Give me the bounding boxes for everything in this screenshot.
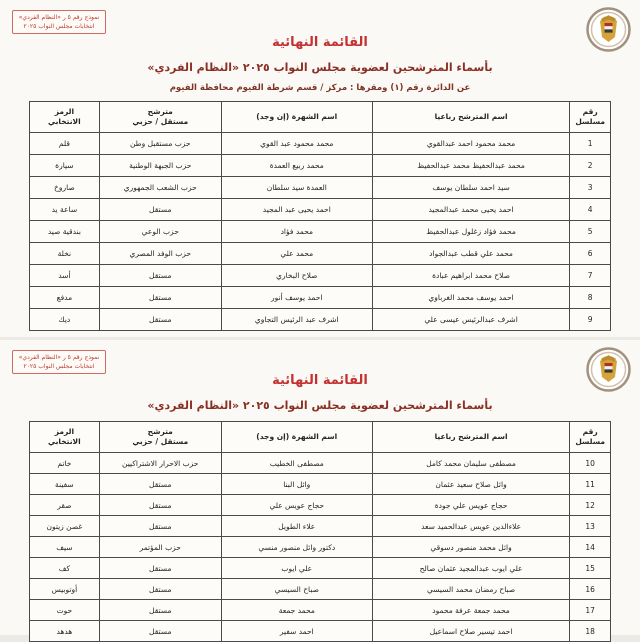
party-status-cell: مستقل	[99, 309, 221, 331]
electoral-symbol-cell: خاتم	[30, 453, 100, 474]
candidate-row	[30, 621, 611, 642]
party-status-cell: مستقل	[99, 558, 221, 579]
candidate-row	[30, 287, 611, 309]
col-header-party-status: مترشح مستقل / حزبي	[99, 422, 221, 453]
electoral-symbol-cell: صقر	[30, 495, 100, 516]
col-header-electoral-symbol: الرمز الانتخابي	[30, 422, 100, 453]
candidate-name-cell: محمد جمعة عرفة محمود	[372, 600, 570, 621]
party-status-cell: مستقل	[99, 495, 221, 516]
col-header-electoral-symbol: الرمز الانتخابي	[30, 102, 100, 133]
electoral-symbol-cell: هدهد	[30, 621, 100, 642]
serial-cell: 3	[570, 177, 611, 199]
known-as-cell: حجاج عويس علي	[221, 495, 372, 516]
party-status-cell: حزب الجبهة الوطنية	[99, 155, 221, 177]
serial-cell: 18	[570, 621, 611, 642]
known-as-cell: محمد محمود عبد القوي	[221, 133, 372, 155]
candidate-name-cell: محمد علي قطب عبدالجواد	[372, 243, 570, 265]
candidate-name-cell: محمد فؤاد زغلول عبدالحفيظ	[372, 221, 570, 243]
electoral-symbol-cell: ديك	[30, 309, 100, 331]
known-as-cell: احمد يوسف أنور	[221, 287, 372, 309]
party-status-cell: حزب الاحرار الاشتراكيين	[99, 453, 221, 474]
page-title: القائمة النهائية	[272, 35, 368, 50]
serial-cell: 1	[570, 133, 611, 155]
known-as-cell: صلاح البخاري	[221, 265, 372, 287]
serial-cell: 2	[570, 155, 611, 177]
party-status-cell: مستقل	[99, 199, 221, 221]
document-page-2	[0, 340, 640, 635]
election-authority-eagle-emblem-icon	[586, 347, 631, 392]
candidate-row	[30, 579, 611, 600]
candidate-name-cell: علاءالدين عويس عبدالحميد سعد	[372, 516, 570, 537]
party-status-cell: حزب الوفد المصري	[99, 243, 221, 265]
col-header-candidate-name: اسم المترشح رباعيا	[372, 422, 570, 453]
known-as-cell: محمد ربيع العمدة	[221, 155, 372, 177]
serial-cell: 7	[570, 265, 611, 287]
serial-cell: 10	[570, 453, 611, 474]
stamp-line-2: انتخابات مجلس النواب ٢٠٢٥	[23, 23, 95, 30]
form-number-stamp	[12, 10, 106, 34]
electoral-symbol-cell: صاروخ	[30, 177, 100, 199]
candidate-name-cell: سيد احمد سلطان يوسف	[372, 177, 570, 199]
col-header-known-as-name: اسم الشهرة (إن وجد)	[221, 102, 372, 133]
stamp-line-1: نموذج رقم ٥ ر «النظام الفردي»	[18, 354, 100, 361]
electoral-symbol-cell: قلم	[30, 133, 100, 155]
serial-cell: 5	[570, 221, 611, 243]
electoral-symbol-cell: حوت	[30, 600, 100, 621]
stamp-line-1: نموذج رقم ٥ ر «النظام الفردي»	[18, 14, 100, 21]
electoral-symbol-cell: سيف	[30, 537, 100, 558]
electoral-symbol-cell: أوتوبيس	[30, 579, 100, 600]
candidate-row	[30, 453, 611, 474]
known-as-cell: مصطفى الخطيب	[221, 453, 372, 474]
known-as-cell: محمد علي	[221, 243, 372, 265]
party-status-cell: مستقل	[99, 579, 221, 600]
col-header-party-status: مترشح مستقل / حزبي	[99, 102, 221, 133]
candidate-row	[30, 221, 611, 243]
col-header-serial: رقم مسلسل	[570, 102, 611, 133]
known-as-cell: محمد فؤاد	[221, 221, 372, 243]
electoral-symbol-cell: كف	[30, 558, 100, 579]
serial-cell: 6	[570, 243, 611, 265]
party-status-cell: مستقل	[99, 265, 221, 287]
table-header-row	[30, 102, 611, 133]
candidate-name-cell: احمد يوسف محمد الغرباوي	[372, 287, 570, 309]
party-status-cell: حزب المؤتمر	[99, 537, 221, 558]
electoral-symbol-cell: أسد	[30, 265, 100, 287]
party-status-cell: حزب الوعي	[99, 221, 221, 243]
district-line: عن الدائرة رقم (١) ومقرها : مركز / قسم شرطة الفيوم محافظة الفيوم	[169, 83, 471, 93]
serial-cell: 14	[570, 537, 611, 558]
known-as-cell: وائل البنا	[221, 474, 372, 495]
candidate-row	[30, 309, 611, 331]
serial-cell: 11	[570, 474, 611, 495]
form-number-stamp	[12, 350, 106, 374]
candidate-row	[30, 495, 611, 516]
electoral-symbol-cell: مدفع	[30, 287, 100, 309]
candidate-row	[30, 177, 611, 199]
col-header-candidate-name: اسم المترشح رباعيا	[372, 102, 570, 133]
candidates-table-page-1	[29, 101, 611, 331]
electoral-symbol-cell: بندقية صيد	[30, 221, 100, 243]
party-status-cell: مستقل	[99, 621, 221, 642]
table-header-row	[30, 422, 611, 453]
party-status-cell: حزب مستقبل وطن	[99, 133, 221, 155]
candidates-table-page-2	[29, 421, 611, 642]
candidate-name-cell: محمد عبدالحفيظ محمد عبدالحفيظ	[372, 155, 570, 177]
party-status-cell: مستقل	[99, 287, 221, 309]
candidate-name-cell: وائل محمد منصور دسوقي	[372, 537, 570, 558]
page-title: القائمة النهائية	[272, 373, 368, 388]
candidate-row	[30, 600, 611, 621]
electoral-symbol-cell: غصن زيتون	[30, 516, 100, 537]
candidate-name-cell: وائل صلاح سعيد عثمان	[372, 474, 570, 495]
serial-cell: 15	[570, 558, 611, 579]
candidate-row	[30, 265, 611, 287]
page-subtitle: بأسماء المترشحين لعضوية مجلس النواب ٢٠٢٥ «النظام الفردي»	[147, 61, 493, 74]
candidate-row	[30, 558, 611, 579]
candidate-name-cell: حجاج عويس علي جودة	[372, 495, 570, 516]
candidate-row	[30, 243, 611, 265]
candidate-name-cell: مصطفى سليمان محمد كامل	[372, 453, 570, 474]
candidate-row	[30, 474, 611, 495]
serial-cell: 8	[570, 287, 611, 309]
electoral-symbol-cell: سفينة	[30, 474, 100, 495]
party-status-cell: مستقل	[99, 516, 221, 537]
candidate-name-cell: صباح رمضان محمد السيسي	[372, 579, 570, 600]
candidate-row	[30, 155, 611, 177]
candidate-name-cell: صلاح محمد ابراهيم عبادة	[372, 265, 570, 287]
serial-cell: 16	[570, 579, 611, 600]
known-as-cell: احمد يحيى عبد المجيد	[221, 199, 372, 221]
known-as-cell: احمد سفير	[221, 621, 372, 642]
electoral-symbol-cell: سيارة	[30, 155, 100, 177]
candidate-name-cell: اشرف عبدالرئيس عيسى علي	[372, 309, 570, 331]
party-status-cell: مستقل	[99, 600, 221, 621]
party-status-cell: حزب الشعب الجمهوري	[99, 177, 221, 199]
candidate-name-cell: احمد يحيى محمد عبدالمجيد	[372, 199, 570, 221]
serial-cell: 9	[570, 309, 611, 331]
table-body-page-1	[30, 133, 611, 331]
serial-cell: 4	[570, 199, 611, 221]
page-subtitle: بأسماء المترشحين لعضوية مجلس النواب ٢٠٢٥ «النظام الفردي»	[147, 399, 493, 412]
known-as-cell: صباح السيسي	[221, 579, 372, 600]
known-as-cell: علي ايوب	[221, 558, 372, 579]
table-body-page-2	[30, 453, 611, 642]
stamp-line-2: انتخابات مجلس النواب ٢٠٢٥	[23, 363, 95, 370]
col-header-serial: رقم مسلسل	[570, 422, 611, 453]
known-as-cell: محمد جمعة	[221, 600, 372, 621]
candidate-name-cell: علي ايوب عبدالمجيد عثمان صالح	[372, 558, 570, 579]
electoral-symbol-cell: نخلة	[30, 243, 100, 265]
candidate-name-cell: احمد تيسير صلاح اسماعيل	[372, 621, 570, 642]
known-as-cell: علاء الطويل	[221, 516, 372, 537]
known-as-cell: دكتور وائل منصور منسي	[221, 537, 372, 558]
candidate-row	[30, 516, 611, 537]
election-authority-eagle-emblem-icon	[586, 7, 631, 52]
known-as-cell: العمدة سيد سلطان	[221, 177, 372, 199]
candidate-name-cell: محمد محمود احمد عبدالقوي	[372, 133, 570, 155]
candidate-row	[30, 537, 611, 558]
known-as-cell: اشرف عبد الرئيس التجاوي	[221, 309, 372, 331]
party-status-cell: مستقل	[99, 474, 221, 495]
col-header-known-as-name: اسم الشهرة (إن وجد)	[221, 422, 372, 453]
electoral-symbol-cell: ساعة يد	[30, 199, 100, 221]
serial-cell: 17	[570, 600, 611, 621]
serial-cell: 12	[570, 495, 611, 516]
serial-cell: 13	[570, 516, 611, 537]
candidate-row	[30, 133, 611, 155]
candidate-row	[30, 199, 611, 221]
